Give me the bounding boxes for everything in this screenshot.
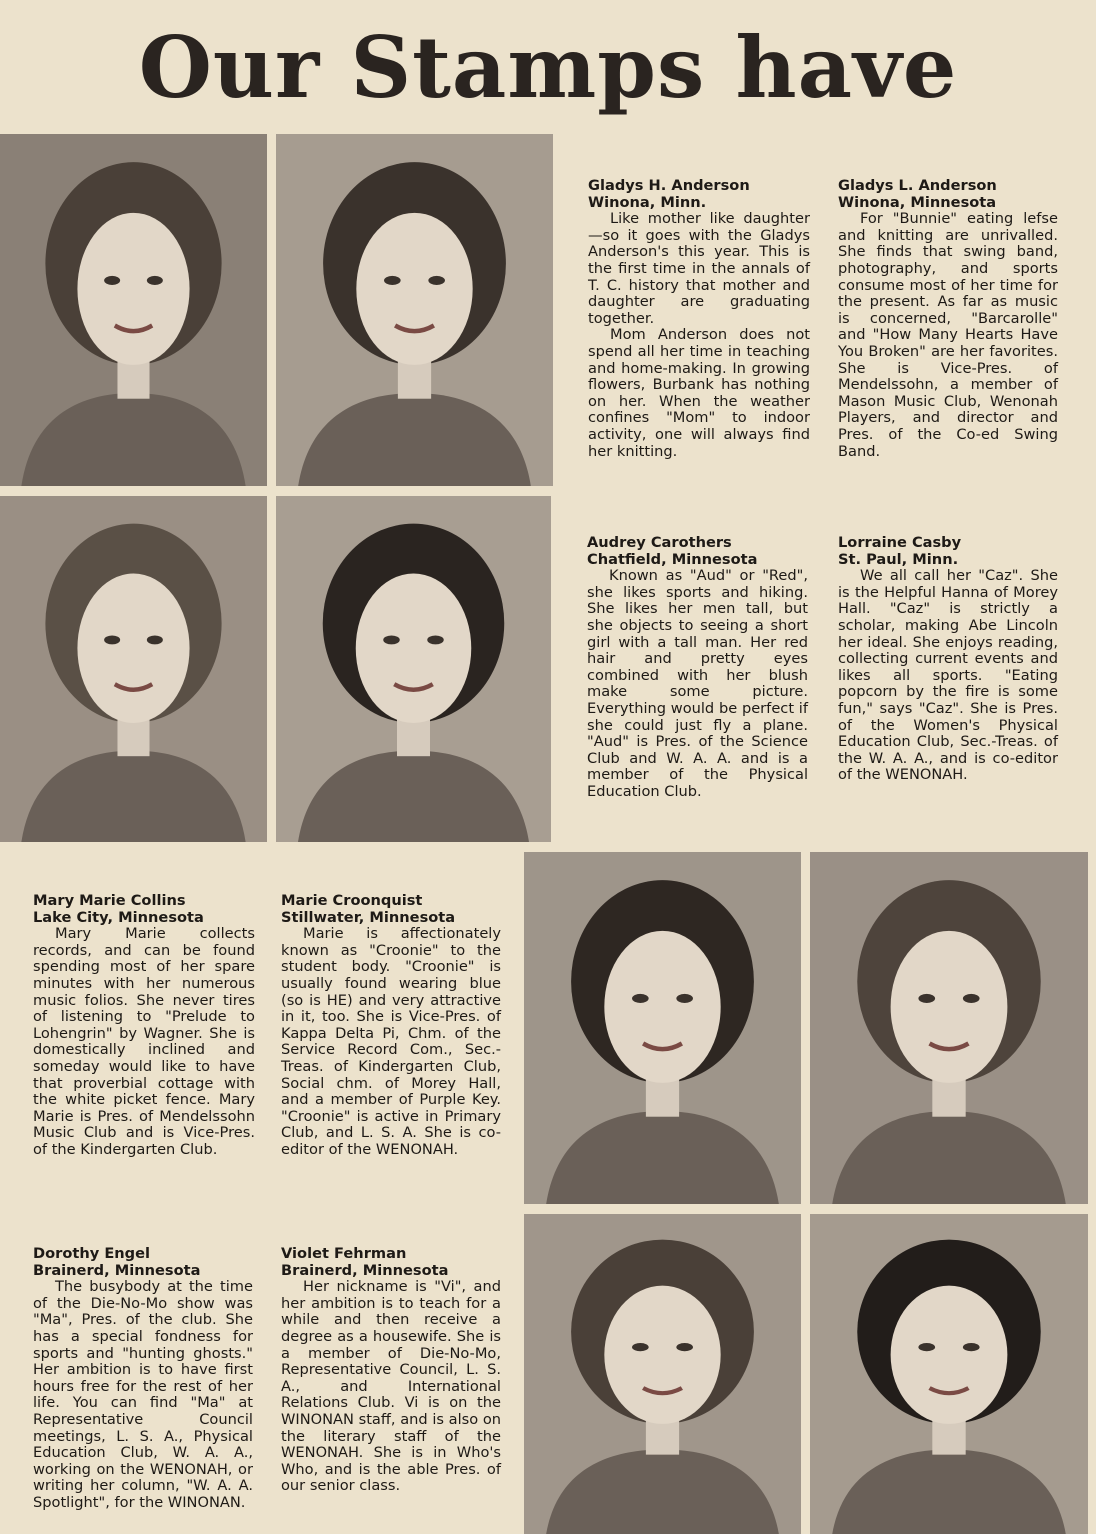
bio-lorraine-casby	[838, 535, 1058, 784]
student-hometown: Brainerd, Minnesota	[281, 1261, 449, 1279]
portrait-drawing	[0, 134, 267, 486]
bio-audrey-carothers	[587, 535, 808, 801]
portrait-drawing	[810, 852, 1088, 1204]
student-name: Marie Croonquist	[281, 892, 423, 909]
student-description: Like mother like daughter —so it goes with the Gladys Anderson's this year. This is the first time in the annals of T. C. history that mother and daughter are graduating together.	[588, 210, 810, 327]
student-description: Mary Marie collects records, and can be found spending most of her spare minutes with her numerous music folios. She never tires of listening to "Prelude to Lohengrin" by Wagner. She is domestically inclined and someday would like to have that proverbial cottage with the white picket fence. Mary Marie is Pres. of Mendelssohn Music Club and is Vice-Pres. of the Kindergarten Club.	[33, 925, 255, 1158]
student-description: Marie is affectionately known as "Croonie" to the student body. "Croonie" is usually found wearing blue (so is HE) and very attractive in it, too. She is Vice-Pres. of Kappa Delta Pi, Chm. of the Service Record Com., Sec.-Treas. of Kindergarten Club, Social chm. of Morey Hall, and a member of Purple Key. "Croonie" is active in Primary Club, and L. S. A. She is co-editor of the WENONAH.	[281, 925, 501, 1158]
student-description: Known as "Aud" or "Red", she likes sports and hiking. She likes her men tall, but she objects to seeing a short girl with a tall man. Her red hair and pretty eyes combined with her blush make some picture. Everything would be perfect if she could just fly a plane. "Aud" is Pres. of the Science Club and W. A. A. and is a member of the Physical Education Club.	[587, 567, 808, 800]
student-description: Her nickname is "Vi", and her ambition is to teach for a while and then receive a degree as a housewife. She is a member of Die-No-Mo, Representative Council, L. S. A., and International Relations Club. Vi is on the WINONAN staff, and is also on the literary staff of the WENONAH. She is in Who's Who, and is the able Pres. of our senior class.	[281, 1278, 501, 1495]
student-name: Audrey Carothers	[587, 534, 732, 551]
eye-shape	[632, 1343, 649, 1351]
bio-violet-fehrman	[281, 1246, 501, 1495]
student-description: We all call her "Caz". She is the Helpful Hanna of Morey Hall. "Caz" is strictly a scholar, making Abe Lincoln her ideal. She enjoys reading, collecting current events and likes all sports. "Eating popcorn by the fire is some fun," says "Caz". She is Pres. of the Women's Physical Education Club, Sec.-Treas. of the W. A. A., and is co-editor of the WENONAH.	[838, 567, 1058, 784]
bio-marie-croonquist	[281, 893, 501, 1159]
eye-shape	[963, 1343, 980, 1351]
bio-gladys-h-anderson	[588, 178, 810, 460]
bio-mary-marie-collins	[33, 893, 255, 1159]
student-hometown: Stillwater, Minnesota	[281, 908, 456, 926]
student-hometown: Winona, Minn.	[588, 193, 707, 211]
face-shape	[604, 1286, 720, 1424]
portrait-marie-croonquist	[810, 852, 1088, 1204]
eye-shape	[147, 636, 163, 645]
student-hometown: Lake City, Minnesota	[33, 908, 204, 926]
portrait-drawing	[276, 496, 551, 842]
eye-shape	[104, 276, 120, 285]
eye-shape	[427, 636, 444, 645]
portrait-dorothy-engel	[524, 1214, 801, 1534]
face-shape	[77, 213, 189, 365]
eye-shape	[383, 636, 400, 645]
face-shape	[356, 213, 472, 365]
portrait-violet-fehrman	[810, 1214, 1088, 1534]
eye-shape	[676, 994, 693, 1003]
student-name: Gladys H. Anderson	[588, 177, 750, 194]
student-description: For "Bunnie" eating lefse and knitting are unrivalled. She finds that swing band, photography, and sports consume most of her time for the present. As far as music is concerned, "Barcarolle" and "How Many Hearts Have You Broken" are her favorites. She is Vice-Pres. of Mendelssohn, a member of Mason Music Club, Wenonah Players, and director and Pres. of the Co-ed Swing Band.	[838, 210, 1058, 460]
student-name: Mary Marie Collins	[33, 892, 186, 909]
portrait-gladys-h-anderson	[0, 134, 267, 486]
student-hometown: St. Paul, Minn.	[838, 550, 959, 568]
portrait-drawing	[524, 1214, 801, 1534]
student-name: Dorothy Engel	[33, 1245, 151, 1262]
face-shape	[604, 931, 720, 1083]
eye-shape	[428, 276, 445, 285]
bio-gladys-l-anderson	[838, 178, 1058, 460]
student-name: Violet Fehrman	[281, 1245, 407, 1262]
face-shape	[77, 574, 189, 723]
portrait-drawing	[810, 1214, 1088, 1534]
student-description: The busybody at the time of the Die-No-Mo show was "Ma", Pres. of the club. She has a special fondness for sports and "hunting ghosts." Her ambition is to have first hours free for the rest of her life. You can find "Ma" at Representative Council meetings, L. S. A., Physical Education Club, W. A. A., working on the WENONAH, or writing her column, "W. A. A. Spotlight", for the WINONAN.	[33, 1278, 253, 1511]
eye-shape	[918, 1343, 935, 1351]
portrait-drawing	[276, 134, 553, 486]
bio-dorothy-engel	[33, 1246, 253, 1512]
portrait-lorraine-casby	[276, 496, 551, 842]
student-hometown: Chatfield, Minnesota	[587, 550, 758, 568]
portrait-drawing	[524, 852, 801, 1204]
eye-shape	[918, 994, 935, 1003]
portrait-audrey-carothers	[0, 496, 267, 842]
eye-shape	[676, 1343, 693, 1351]
eye-shape	[963, 994, 980, 1003]
student-hometown: Brainerd, Minnesota	[33, 1261, 201, 1279]
eye-shape	[104, 636, 120, 645]
portrait-gladys-l-anderson	[276, 134, 553, 486]
student-name: Gladys L. Anderson	[838, 177, 997, 194]
student-hometown: Winona, Minnesota	[838, 193, 997, 211]
student-description-continued: Mom Anderson does not spend all her time in teaching and home-making. In growing flowers, Burbank has nothing on her. When the weather confines "Mom" to indoor activity, one will always find her knitting.	[588, 326, 810, 460]
face-shape	[356, 574, 472, 723]
eye-shape	[384, 276, 401, 285]
face-shape	[891, 931, 1008, 1083]
eye-shape	[632, 994, 649, 1003]
student-name: Lorraine Casby	[838, 534, 962, 551]
page-title: Our Stamps have	[138, 18, 958, 117]
portrait-mary-marie-collins	[524, 852, 801, 1204]
eye-shape	[147, 276, 163, 285]
face-shape	[891, 1286, 1008, 1424]
portrait-drawing	[0, 496, 267, 842]
